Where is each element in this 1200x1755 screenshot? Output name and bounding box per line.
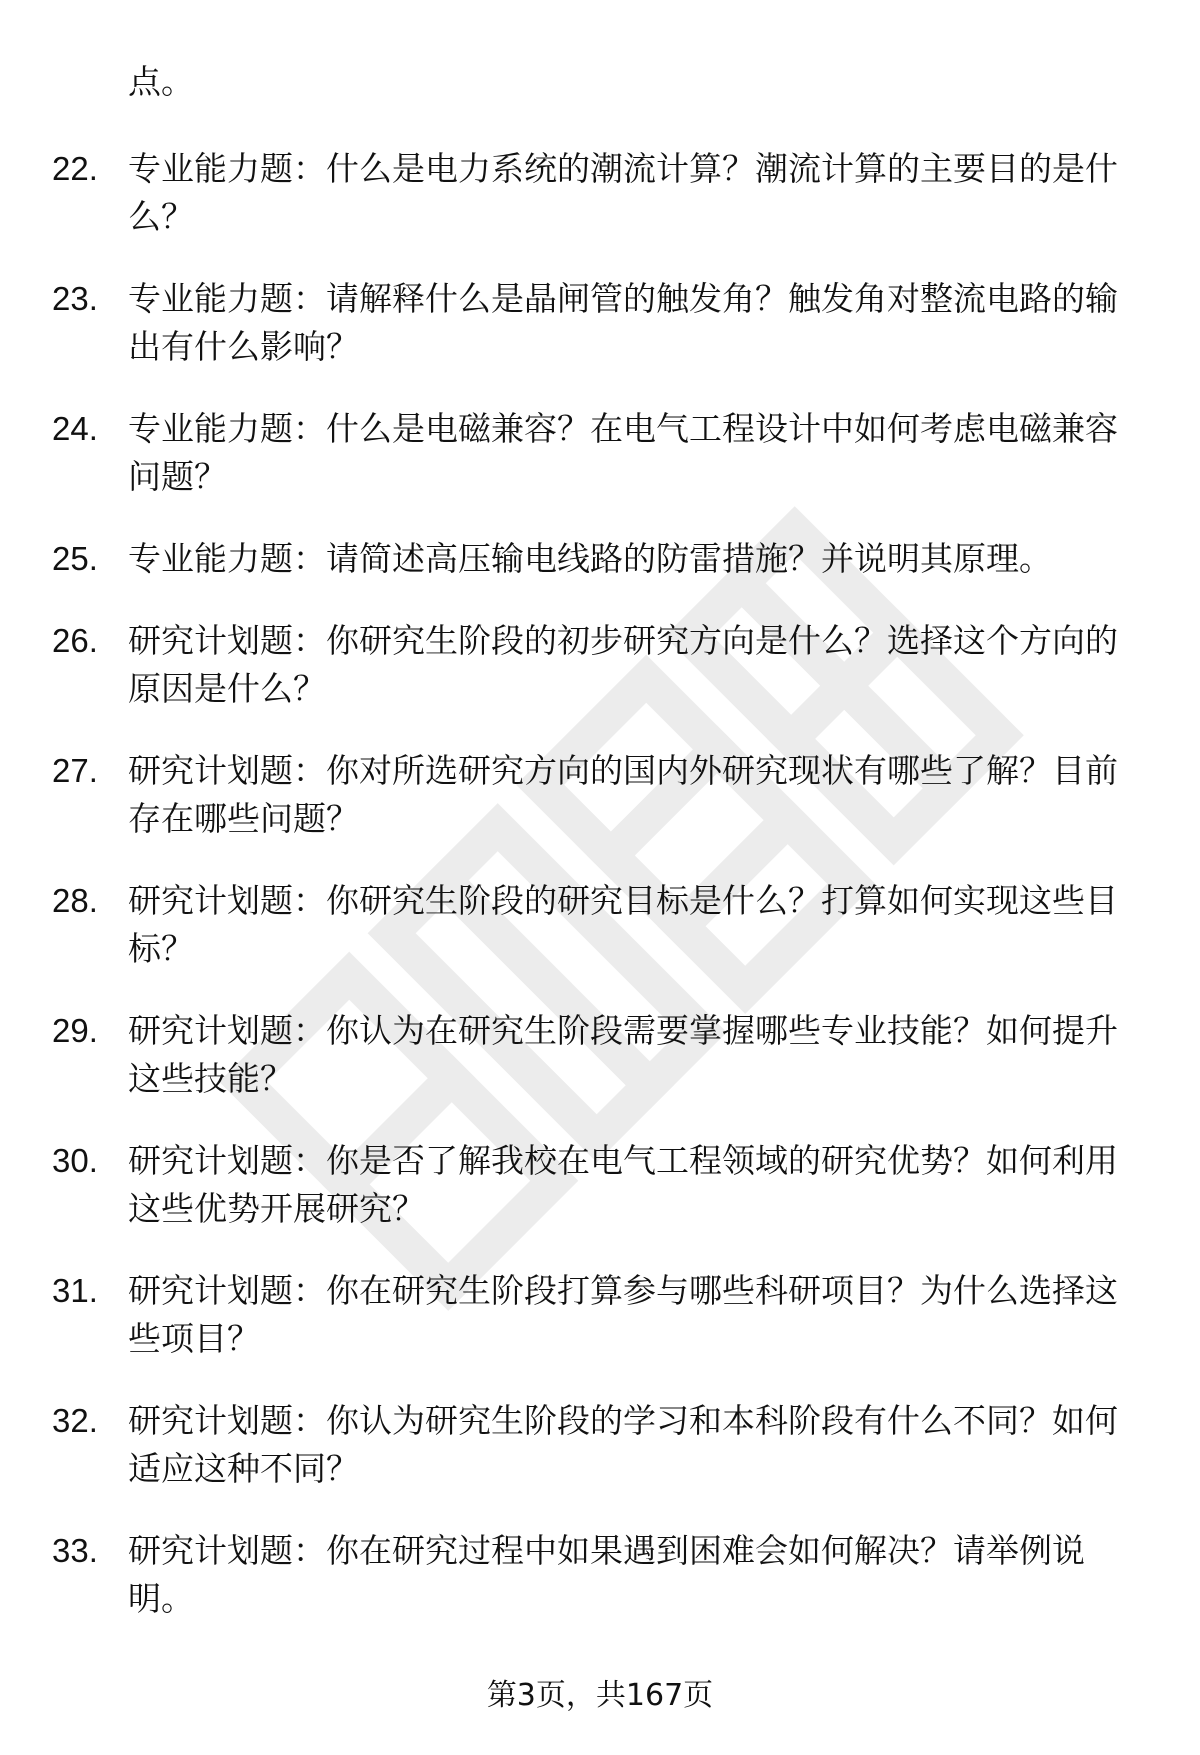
question-number: 28.: [52, 882, 98, 919]
question-number: 32.: [52, 1402, 98, 1439]
question-text: 研究计划题：你研究生阶段的初步研究方向是什么？选择这个方向的原因是什么？: [128, 621, 1118, 708]
question-text: 研究计划题：你研究生阶段的研究目标是什么？打算如何实现这些目标？: [128, 881, 1118, 968]
list-item: [0, 535, 1200, 617]
list-item: [0, 405, 1200, 535]
list-item: [0, 1527, 1200, 1657]
question-number: 27.: [52, 752, 98, 789]
list-item: [0, 1007, 1200, 1137]
question-number: 30.: [52, 1142, 98, 1179]
list-item: [0, 747, 1200, 877]
question-number: 31.: [52, 1272, 98, 1309]
page-number: 第3页，共167页: [486, 1678, 714, 1713]
question-number: 24.: [52, 410, 98, 447]
list-item: [0, 617, 1200, 747]
question-number: 29.: [52, 1012, 98, 1049]
question-number: 22.: [52, 150, 98, 187]
list-item: [0, 877, 1200, 1007]
list-item: [0, 1267, 1200, 1397]
question-text: 研究计划题：你认为在研究生阶段需要掌握哪些专业技能？如何提升这些技能？: [128, 1011, 1118, 1098]
question-number: 33.: [52, 1532, 98, 1569]
question-text: 专业能力题：什么是电磁兼容？在电气工程设计中如何考虑电磁兼容问题？: [128, 409, 1118, 496]
question-text: 研究计划题：你在研究过程中如果遇到困难会如何解决？请举例说明。: [128, 1531, 1085, 1618]
question-text: 研究计划题：你对所选研究方向的国内外研究现状有哪些了解？目前存在哪些问题？: [128, 751, 1118, 838]
list-item: [0, 145, 1200, 275]
question-text: 专业能力题：什么是电力系统的潮流计算？潮流计算的主要目的是什么？: [128, 149, 1118, 236]
question-text: 研究计划题：你在研究生阶段打算参与哪些科研项目？为什么选择这些项目？: [128, 1271, 1118, 1358]
list-item: [0, 275, 1200, 405]
list-item: [0, 1137, 1200, 1267]
continuation-text: 点。: [128, 62, 194, 101]
question-list: [0, 145, 1200, 1657]
question-text: 专业能力题：请解释什么是晶闸管的触发角？触发角对整流电路的输出有什么影响？: [128, 279, 1118, 366]
question-number: 25.: [52, 540, 98, 577]
question-text: 研究计划题：你是否了解我校在电气工程领域的研究优势？如何利用这些优势开展研究？: [128, 1141, 1118, 1228]
question-text: 专业能力题：请简述高压输电线路的防雷措施？并说明其原理。: [128, 539, 1052, 578]
list-item: [0, 1397, 1200, 1527]
question-text: 研究计划题：你认为研究生阶段的学习和本科阶段有什么不同？如何适应这种不同？: [128, 1401, 1118, 1488]
question-number: 26.: [52, 622, 98, 659]
question-number: 23.: [52, 280, 98, 317]
